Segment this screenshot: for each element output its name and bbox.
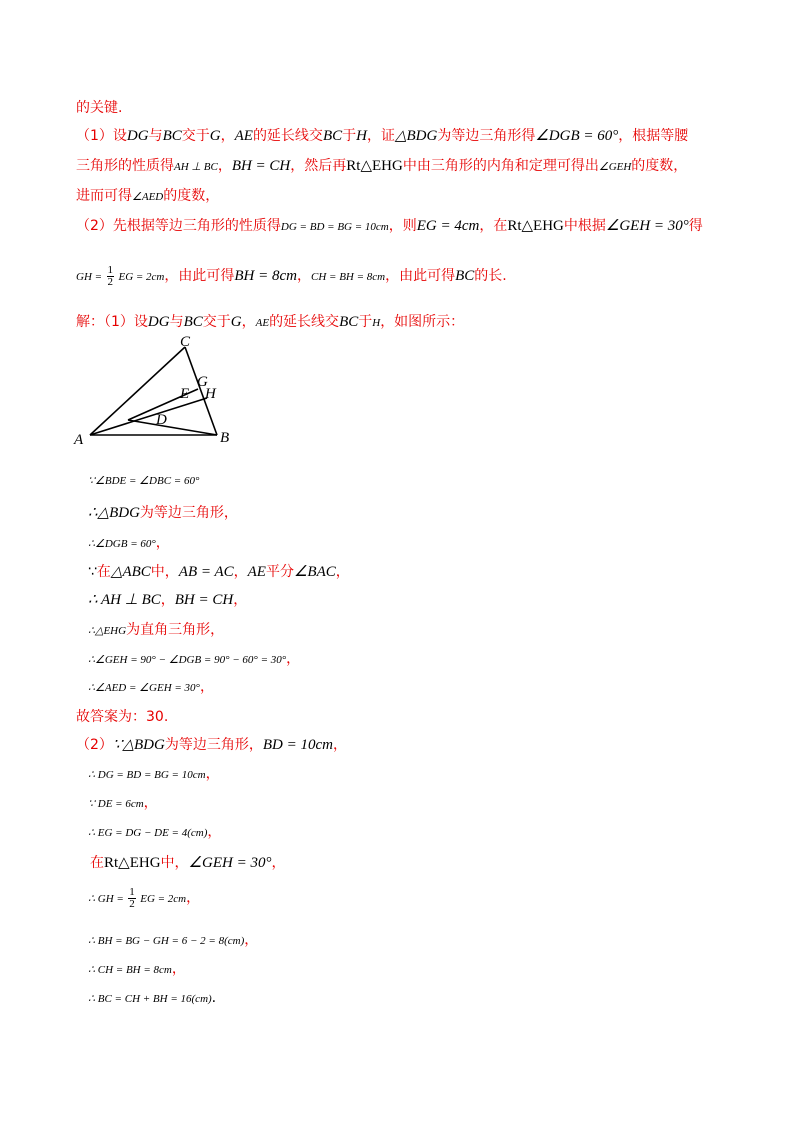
text: ， <box>244 932 259 948</box>
step2-6 <box>88 988 216 1009</box>
text: ， <box>335 564 350 580</box>
math: AB = AC <box>178 564 234 580</box>
text: ， <box>171 961 186 977</box>
text: 先根据等边三角形的性质得 <box>112 218 281 234</box>
math: Rt△EHG <box>346 158 403 174</box>
part2-tag: （2） <box>76 218 113 234</box>
text: 中， <box>150 564 179 580</box>
text: ，由此可得 <box>164 268 235 284</box>
text: 在 <box>90 855 104 871</box>
text: . <box>211 990 217 1006</box>
text: 的延长线交 <box>269 314 340 330</box>
step1-3 <box>88 533 170 554</box>
math: G <box>209 128 221 144</box>
step1-4 <box>88 562 350 582</box>
text: ， <box>199 679 214 695</box>
math: AE <box>247 564 266 580</box>
solution-head <box>76 312 464 333</box>
text: ， <box>155 535 170 551</box>
math: DG <box>147 314 170 330</box>
math: Rt△EHG <box>507 218 564 234</box>
text: 为等边三角形， <box>139 505 238 521</box>
text: 的度数， <box>163 188 220 204</box>
step1-5 <box>88 590 247 610</box>
step1-7 <box>88 649 300 670</box>
text: ，由此可得 <box>385 268 456 284</box>
text: 进而可得 <box>76 188 132 204</box>
math: BC <box>455 268 475 284</box>
segment-bd <box>128 420 217 435</box>
math: ∴△BDG <box>88 505 140 521</box>
math: H <box>356 128 367 144</box>
part2-head <box>76 735 347 755</box>
label-g: G <box>197 374 208 390</box>
math: DG <box>126 128 149 144</box>
fraction <box>128 887 136 910</box>
text: 于 <box>342 128 357 144</box>
math: ∠GEH = 30° <box>605 218 689 234</box>
text: ， <box>286 651 301 667</box>
text: 交于 <box>181 128 210 144</box>
denominator: 2 <box>129 897 135 910</box>
math: ∵ <box>88 564 97 580</box>
step1-1 <box>88 470 199 491</box>
math: ∴ BC = CH + BH = 16(cm) <box>88 993 212 1005</box>
step2-rt-line <box>90 853 285 873</box>
text: ， <box>233 564 248 580</box>
answer-part1: 故答案为：30. <box>76 709 169 725</box>
step1-2 <box>88 503 238 523</box>
math: Rt△EHG <box>104 855 161 871</box>
segment-ah <box>90 398 207 435</box>
text: ， <box>217 158 232 174</box>
triangle-figure <box>70 334 240 449</box>
step2-3 <box>88 822 221 843</box>
analysis-part1-line2 <box>76 156 687 177</box>
analysis-part2-line1 <box>76 216 703 237</box>
text: 平分 <box>265 564 294 580</box>
math: ∴ BH = BG − GH = 6 − 2 = 8(cm) <box>88 935 245 947</box>
text: 为等边三角形， <box>164 737 263 753</box>
text: 在 <box>96 564 111 580</box>
text: 为直角三角形， <box>126 622 225 638</box>
text: ， <box>205 766 220 782</box>
math: BC <box>322 128 343 144</box>
text: 与 <box>169 314 184 330</box>
text: 与 <box>148 128 163 144</box>
step2-4 <box>88 930 258 951</box>
math: H <box>372 317 381 329</box>
text: 三角形的性质得 <box>76 158 174 174</box>
math: BH = CH <box>231 158 291 174</box>
text: ， <box>233 592 248 608</box>
step2-5 <box>88 959 186 980</box>
math: EG = 4cm <box>416 218 480 234</box>
text: ， <box>207 824 222 840</box>
label-b: B <box>220 430 230 446</box>
math: EG = 2cm <box>140 893 187 905</box>
label-e: E <box>180 386 190 402</box>
text: ， <box>271 855 286 871</box>
math: ∵ DE = 6cm <box>88 798 144 810</box>
math: EG = 2cm <box>118 271 165 283</box>
math: ∴ CH = BH = 8cm <box>88 964 172 976</box>
math: AH ⊥ BC <box>174 161 218 173</box>
text: ，则 <box>388 218 417 234</box>
math: BC <box>339 314 359 330</box>
text: ， <box>160 592 175 608</box>
math: ∴ DG = BD = BG = 10cm <box>88 769 206 781</box>
intro-text: 的关键. <box>76 100 123 116</box>
label-c: C <box>180 334 191 350</box>
step1-6 <box>88 620 224 641</box>
label-h: H <box>205 386 216 402</box>
text: 得 <box>688 218 703 234</box>
text: 中根据 <box>563 218 606 234</box>
math: ∴∠GEH = 90° − ∠DGB = 90° − 60° = 30° <box>88 654 287 666</box>
text: （2） <box>76 737 113 753</box>
math: BH = 8cm <box>234 268 297 284</box>
math: BC <box>183 314 203 330</box>
text: ， <box>332 737 347 753</box>
math: ∴ AH ⊥ BC <box>88 592 161 608</box>
text: 解：（1）设 <box>76 314 148 330</box>
text: ， <box>143 795 158 811</box>
text: 的度数， <box>631 158 688 174</box>
math: GH = <box>76 271 103 283</box>
math: △ABC <box>110 564 151 580</box>
text: 中， <box>160 855 189 871</box>
text: ，证 <box>366 128 395 144</box>
math: △BDG <box>394 128 438 144</box>
math: ∠AED <box>132 191 164 203</box>
math: G <box>230 314 242 330</box>
text: ，然后再 <box>290 158 347 174</box>
analysis-part1-line3 <box>76 186 219 207</box>
analysis-part1-line1 <box>76 126 688 146</box>
part1-tag: （1） <box>76 128 113 144</box>
text: 的延长线交 <box>252 128 323 144</box>
numerator: 1 <box>107 263 114 276</box>
step2-1 <box>88 764 220 785</box>
math: BD = 10cm <box>262 737 333 753</box>
text: ， <box>186 890 201 906</box>
math: ∴△EHG <box>88 625 127 637</box>
step1-8 <box>88 677 214 698</box>
math: ∠DGB = 60° <box>535 128 619 144</box>
text: ，如图所示： <box>380 314 465 330</box>
fraction <box>107 265 115 288</box>
math: CH = BH = 8cm <box>311 271 386 283</box>
math: ∠GEH <box>598 161 632 173</box>
math: BC <box>162 128 182 144</box>
label-a: A <box>74 432 84 448</box>
numerator: 1 <box>129 885 135 898</box>
text: 中由三角形的内角和定理可得出 <box>402 158 599 174</box>
text: ，根据等腰 <box>618 128 689 144</box>
text: ， <box>297 268 311 284</box>
text: 交于 <box>202 314 231 330</box>
math: AE <box>234 128 253 144</box>
math: ∵∠BDE = ∠DBC = 60° <box>88 475 200 487</box>
math: ∴ GH = <box>88 893 124 905</box>
math: ∴∠DGB = 60° <box>88 538 156 550</box>
text: 设 <box>112 128 127 144</box>
text: ， <box>220 128 235 144</box>
text: 为等边三角形得 <box>437 128 536 144</box>
label-d: D <box>156 412 167 428</box>
step2-gh-line <box>88 884 200 913</box>
step2-2 <box>88 793 158 814</box>
math: ∠BAC <box>293 564 336 580</box>
math: ∵△BDG <box>112 737 165 753</box>
text: 于 <box>358 314 373 330</box>
math: ∴∠AED = ∠GEH = 30° <box>88 682 200 694</box>
denominator: 2 <box>107 275 114 288</box>
math: AE <box>255 317 270 329</box>
text: ，在 <box>479 218 508 234</box>
math: BH = CH <box>174 592 234 608</box>
math: ∠GEH = 30° <box>188 855 272 871</box>
text: ， <box>241 314 256 330</box>
math: ∴ EG = DG − DE = 4(cm) <box>88 827 208 839</box>
analysis-part2-line2 <box>76 262 507 291</box>
text: 的长. <box>474 268 507 284</box>
math: DG = BD = BG = 10cm <box>280 221 389 233</box>
